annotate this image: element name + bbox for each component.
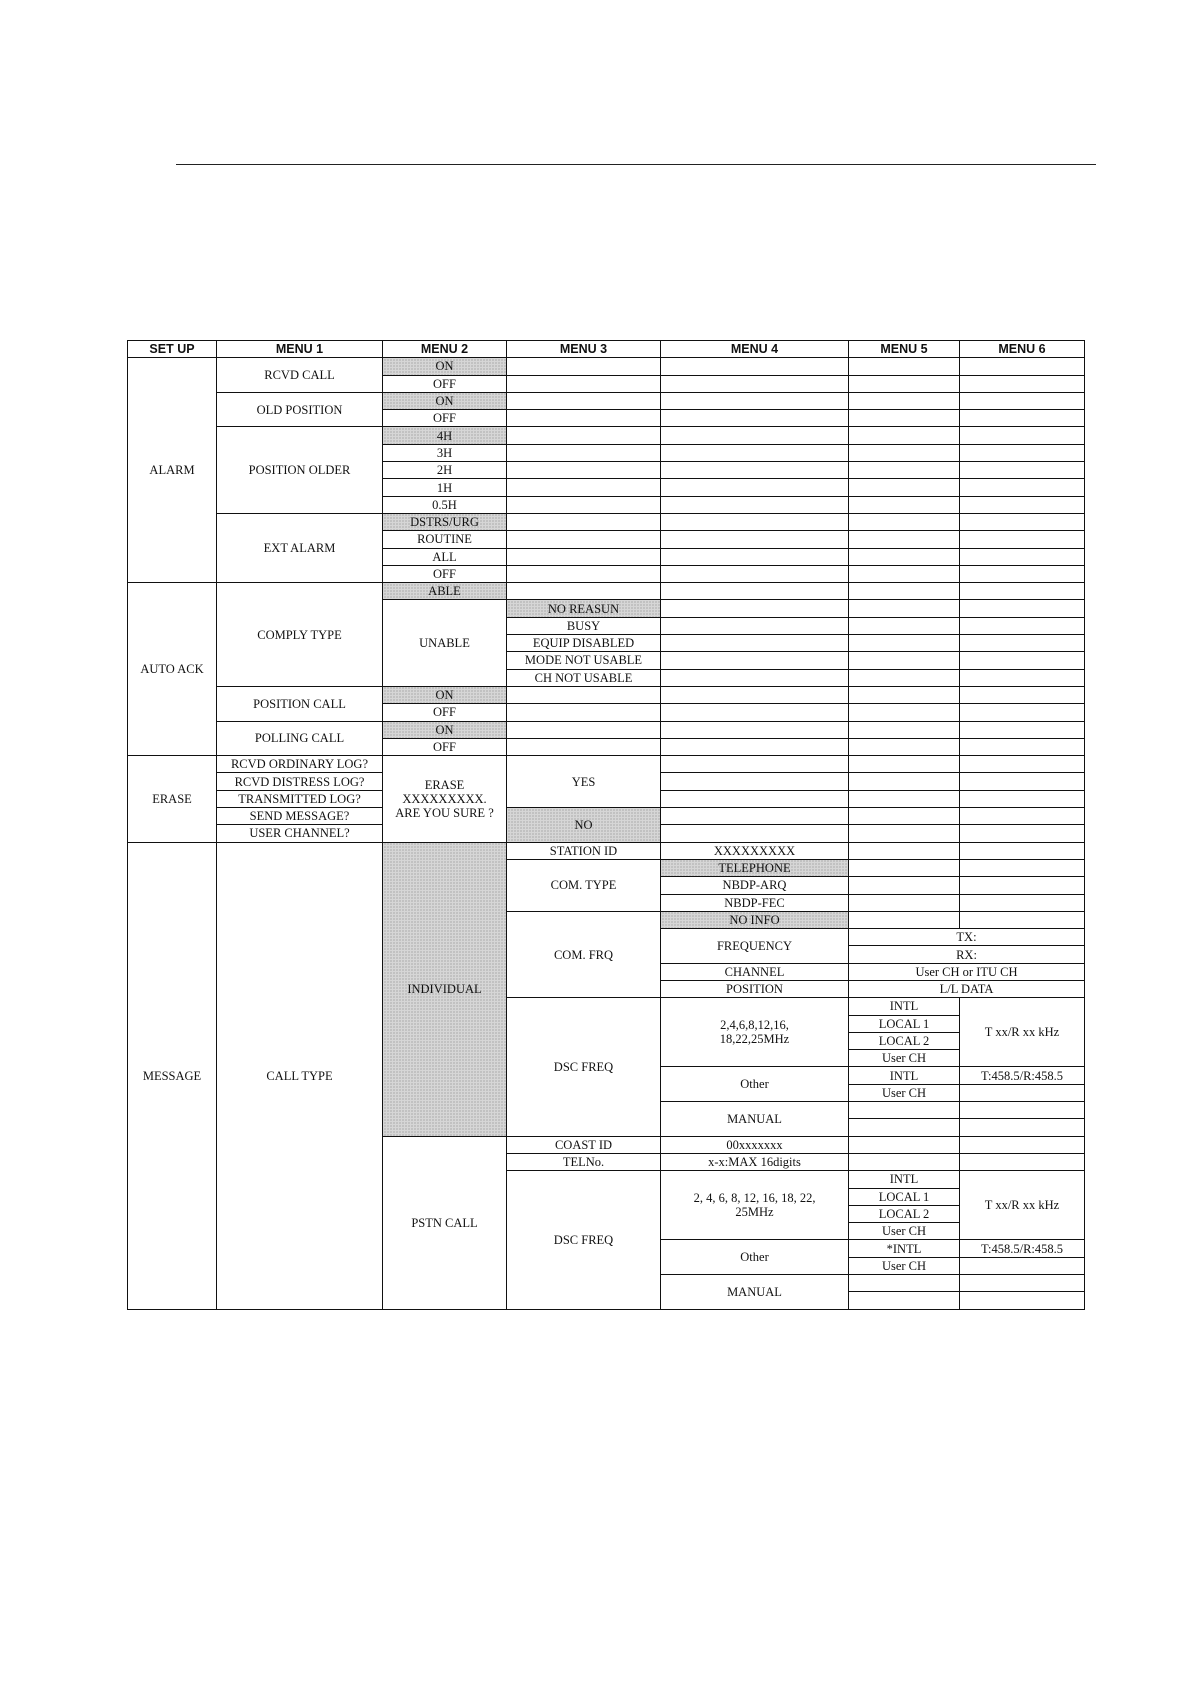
dsc-opt-local2: LOCAL 2 (849, 1032, 960, 1049)
empty-cell (849, 842, 960, 859)
empty-cell (960, 1257, 1085, 1274)
empty-cell (849, 410, 960, 427)
station-id-value: XXXXXXXXX (661, 842, 849, 859)
empty-cell (960, 496, 1085, 513)
frequency-rx: RX: (849, 946, 1085, 963)
empty-cell (507, 427, 661, 444)
option-1h: 1H (383, 479, 507, 496)
empty-cell (849, 635, 960, 652)
pstn-dsc-opt-intl: INTL (849, 1171, 960, 1188)
empty-cell (661, 721, 849, 738)
option-on-selected: ON (383, 392, 507, 409)
reason-ch-not-usable: CH NOT USABLE (507, 669, 661, 686)
dsc-freq-label: DSC FREQ (507, 998, 661, 1136)
option-unable: UNABLE (383, 600, 507, 686)
empty-cell (849, 600, 960, 617)
empty-cell (849, 859, 960, 876)
com-frq-position: POSITION (661, 980, 849, 997)
empty-cell (661, 496, 849, 513)
table-row (128, 721, 1085, 738)
option-4h-selected: 4H (383, 427, 507, 444)
reason-equip-disabled: EQUIP DISABLED (507, 635, 661, 652)
option-on-selected: ON (383, 686, 507, 703)
reason-mode-not-usable: MODE NOT USABLE (507, 652, 661, 669)
dsc-freq-txrx: T xx/R xx kHz (960, 998, 1085, 1067)
option-off: OFF (383, 410, 507, 427)
empty-cell (960, 358, 1085, 375)
empty-cell (960, 410, 1085, 427)
option-3h: 3H (383, 444, 507, 461)
empty-cell (507, 410, 661, 427)
dsc-freq-bands-line2: 18,22,25MHz (719, 1032, 790, 1047)
call-type-pstn: PSTN CALL (383, 1136, 507, 1309)
empty-cell (849, 462, 960, 479)
menu1-position-call: POSITION CALL (217, 686, 383, 721)
menu-structure-table (127, 340, 1085, 1310)
dsc-freq-other: Other (661, 1067, 849, 1102)
dsc-freq-bands-line1: 2,4,6,8,12,16, (720, 1018, 789, 1033)
empty-cell (661, 652, 849, 669)
empty-cell (661, 513, 849, 530)
empty-cell (960, 617, 1085, 634)
empty-cell (507, 531, 661, 548)
empty-cell (960, 738, 1085, 755)
empty-cell (960, 652, 1085, 669)
empty-cell (960, 1084, 1085, 1101)
col-header-menu6: MENU 6 (960, 341, 1085, 358)
empty-cell (960, 444, 1085, 461)
empty-cell (661, 704, 849, 721)
empty-cell (960, 462, 1085, 479)
erase-item-send-message: SEND MESSAGE? (217, 808, 383, 825)
empty-cell (960, 375, 1085, 392)
col-header-setup: SET UP (128, 341, 217, 358)
empty-cell (849, 808, 960, 825)
empty-cell (960, 842, 1085, 859)
empty-cell (661, 825, 849, 842)
option-off: OFF (383, 704, 507, 721)
setup-message: MESSAGE (128, 842, 217, 1309)
pstn-dsc-opt-local2: LOCAL 2 (849, 1205, 960, 1222)
dsc-freq-manual: MANUAL (661, 1102, 849, 1137)
menu1-position-older: POSITION OLDER (217, 427, 383, 513)
pstn-dsc-other-intl: *INTL (849, 1240, 960, 1257)
empty-cell (849, 583, 960, 600)
pstn-dsc-freq-txrx: T xx/R xx kHz (960, 1171, 1085, 1240)
empty-cell (849, 1153, 960, 1170)
erase-confirm-line1: ERASE (424, 777, 465, 792)
pstn-dsc-freq-bands (661, 1171, 849, 1240)
erase-item-rcvd-ordinary-log: RCVD ORDINARY LOG? (217, 756, 383, 773)
empty-cell (507, 686, 661, 703)
empty-cell (507, 375, 661, 392)
empty-cell (661, 635, 849, 652)
empty-cell (661, 756, 849, 773)
com-type-telephone-selected: TELEPHONE (661, 859, 849, 876)
empty-cell (507, 444, 661, 461)
empty-cell (507, 583, 661, 600)
com-type-label: COM. TYPE (507, 859, 661, 911)
pstn-dsc-freq-manual: MANUAL (661, 1275, 849, 1310)
empty-cell (849, 738, 960, 755)
empty-cell (960, 859, 1085, 876)
dsc-opt-local1: LOCAL 1 (849, 1015, 960, 1032)
empty-cell (661, 427, 849, 444)
empty-cell (960, 392, 1085, 409)
header-row (128, 341, 1085, 358)
frequency-tx: TX: (849, 929, 1085, 946)
empty-cell (661, 375, 849, 392)
com-type-nbdp-arq: NBDP-ARQ (661, 877, 849, 894)
empty-cell (960, 721, 1085, 738)
empty-cell (661, 392, 849, 409)
menu1-ext-alarm: EXT ALARM (217, 513, 383, 582)
empty-cell (661, 479, 849, 496)
empty-cell (661, 565, 849, 582)
pstn-dsc-opt-local1: LOCAL 1 (849, 1188, 960, 1205)
empty-cell (960, 600, 1085, 617)
dsc-other-intl: INTL (849, 1067, 960, 1084)
empty-cell (960, 669, 1085, 686)
pstn-dsc-freq-other: Other (661, 1240, 849, 1275)
table-row (128, 392, 1085, 409)
setup-erase: ERASE (128, 756, 217, 842)
empty-cell (507, 565, 661, 582)
com-frq-label: COM. FRQ (507, 911, 661, 997)
empty-cell (849, 1136, 960, 1153)
option-0-5h: 0.5H (383, 496, 507, 513)
dsc-other-user-ch: User CH (849, 1084, 960, 1101)
empty-cell (507, 721, 661, 738)
call-type-individual-selected: INDIVIDUAL (383, 842, 507, 1136)
empty-cell (960, 756, 1085, 773)
empty-cell (849, 427, 960, 444)
col-header-menu4: MENU 4 (661, 341, 849, 358)
reason-busy: BUSY (507, 617, 661, 634)
empty-cell (849, 669, 960, 686)
option-able-selected: ABLE (383, 583, 507, 600)
empty-cell (849, 444, 960, 461)
empty-cell (661, 462, 849, 479)
menu1-old-position: OLD POSITION (217, 392, 383, 427)
empty-cell (849, 1275, 960, 1292)
erase-confirm-line2: XXXXXXXXX. (402, 791, 487, 806)
menu1-comply-type: COMPLY TYPE (217, 583, 383, 687)
com-frq-channel: CHANNEL (661, 963, 849, 980)
menu1-polling-call: POLLING CALL (217, 721, 383, 756)
empty-cell (849, 877, 960, 894)
empty-cell (849, 565, 960, 582)
erase-yes: YES (507, 756, 661, 808)
empty-cell (960, 808, 1085, 825)
empty-cell (960, 1119, 1085, 1136)
pstn-dsc-other-value: T:458.5/R:458.5 (960, 1240, 1085, 1257)
erase-item-transmitted-log: TRANSMITTED LOG? (217, 790, 383, 807)
empty-cell (507, 462, 661, 479)
table-row (128, 686, 1085, 703)
pstn-dsc-opt-user-ch: User CH (849, 1223, 960, 1240)
empty-cell (661, 738, 849, 755)
dsc-other-value: T:458.5/R:458.5 (960, 1067, 1085, 1084)
empty-cell (849, 531, 960, 548)
pstn-dsc-freq-bands-line1: 2, 4, 6, 8, 12, 16, 18, 22, (693, 1191, 816, 1206)
empty-cell (849, 790, 960, 807)
empty-cell (661, 410, 849, 427)
option-all: ALL (383, 548, 507, 565)
empty-cell (849, 1292, 960, 1309)
top-rule (176, 164, 1096, 165)
pstn-dsc-freq-bands-line2: 25MHz (735, 1205, 774, 1220)
empty-cell (849, 894, 960, 911)
option-routine: ROUTINE (383, 531, 507, 548)
option-off: OFF (383, 375, 507, 392)
empty-cell (960, 583, 1085, 600)
setup-auto-ack: AUTO ACK (128, 583, 217, 756)
empty-cell (960, 894, 1085, 911)
empty-cell (849, 721, 960, 738)
reason-no-reason-selected: NO REASUN (507, 600, 661, 617)
setup-alarm: ALARM (128, 358, 217, 583)
empty-cell (960, 773, 1085, 790)
channel-value: User CH or ITU CH (849, 963, 1085, 980)
table-row (128, 583, 1085, 600)
empty-cell (849, 773, 960, 790)
dsc-freq-bands (661, 998, 849, 1067)
table-row (128, 513, 1085, 530)
empty-cell (849, 548, 960, 565)
col-header-menu1: MENU 1 (217, 341, 383, 358)
empty-cell (661, 531, 849, 548)
empty-cell (960, 1275, 1085, 1292)
empty-cell (960, 911, 1085, 928)
col-header-menu3: MENU 3 (507, 341, 661, 358)
erase-no-selected: NO (507, 808, 661, 843)
pstn-dsc-freq-label: DSC FREQ (507, 1171, 661, 1309)
empty-cell (960, 427, 1085, 444)
empty-cell (849, 652, 960, 669)
dsc-opt-user-ch: User CH (849, 1050, 960, 1067)
erase-confirm-line3: ARE YOU SURE ? (395, 805, 494, 820)
table-row (128, 842, 1085, 859)
option-dstrs-urg-selected: DSTRS/URG (383, 513, 507, 530)
empty-cell (960, 1153, 1085, 1170)
empty-cell (960, 531, 1085, 548)
option-2h: 2H (383, 462, 507, 479)
empty-cell (507, 358, 661, 375)
option-on-selected: ON (383, 358, 507, 375)
menu1-rcvd-call: RCVD CALL (217, 358, 383, 393)
com-frq-no-info-selected: NO INFO (661, 911, 849, 928)
empty-cell (960, 1136, 1085, 1153)
empty-cell (849, 756, 960, 773)
menu1-call-type: CALL TYPE (217, 842, 383, 1309)
empty-cell (960, 479, 1085, 496)
empty-cell (507, 479, 661, 496)
empty-cell (661, 444, 849, 461)
empty-cell (960, 877, 1085, 894)
empty-cell (849, 686, 960, 703)
empty-cell (960, 686, 1085, 703)
empty-cell (960, 565, 1085, 582)
empty-cell (507, 513, 661, 530)
empty-cell (507, 392, 661, 409)
empty-cell (960, 548, 1085, 565)
empty-cell (849, 704, 960, 721)
empty-cell (661, 669, 849, 686)
empty-cell (849, 825, 960, 842)
empty-cell (849, 513, 960, 530)
table-row (128, 358, 1085, 375)
empty-cell (661, 808, 849, 825)
empty-cell (849, 375, 960, 392)
empty-cell (960, 513, 1085, 530)
empty-cell (507, 738, 661, 755)
coast-id-value: 00xxxxxxx (661, 1136, 849, 1153)
empty-cell (849, 911, 960, 928)
empty-cell (849, 617, 960, 634)
erase-item-rcvd-distress-log: RCVD DISTRESS LOG? (217, 773, 383, 790)
com-type-nbdp-fec: NBDP-FEC (661, 894, 849, 911)
table-row (128, 756, 1085, 773)
dsc-opt-intl: INTL (849, 998, 960, 1015)
empty-cell (960, 790, 1085, 807)
table-row (128, 427, 1085, 444)
telno-label: TELNo. (507, 1153, 661, 1170)
com-frq-frequency: FREQUENCY (661, 929, 849, 964)
empty-cell (507, 548, 661, 565)
option-off: OFF (383, 565, 507, 582)
empty-cell (661, 790, 849, 807)
empty-cell (849, 358, 960, 375)
option-on-selected: ON (383, 721, 507, 738)
empty-cell (507, 496, 661, 513)
col-header-menu2: MENU 2 (383, 341, 507, 358)
empty-cell (661, 548, 849, 565)
telno-value: x-x:MAX 16digits (661, 1153, 849, 1170)
station-id-label: STATION ID (507, 842, 661, 859)
empty-cell (960, 635, 1085, 652)
empty-cell (661, 583, 849, 600)
empty-cell (849, 479, 960, 496)
empty-cell (507, 704, 661, 721)
pstn-dsc-other-user-ch: User CH (849, 1257, 960, 1274)
empty-cell (960, 1292, 1085, 1309)
option-off: OFF (383, 738, 507, 755)
empty-cell (849, 1119, 960, 1136)
empty-cell (849, 1102, 960, 1119)
position-value: L/L DATA (849, 980, 1085, 997)
empty-cell (849, 496, 960, 513)
empty-cell (960, 1102, 1085, 1119)
empty-cell (661, 686, 849, 703)
col-header-menu5: MENU 5 (849, 341, 960, 358)
empty-cell (849, 392, 960, 409)
table-row (128, 808, 1085, 825)
erase-confirm-prompt (383, 756, 507, 842)
erase-item-user-channel: USER CHANNEL? (217, 825, 383, 842)
empty-cell (661, 617, 849, 634)
empty-cell (661, 358, 849, 375)
coast-id-label: COAST ID (507, 1136, 661, 1153)
empty-cell (960, 704, 1085, 721)
empty-cell (960, 825, 1085, 842)
empty-cell (661, 773, 849, 790)
empty-cell (661, 600, 849, 617)
